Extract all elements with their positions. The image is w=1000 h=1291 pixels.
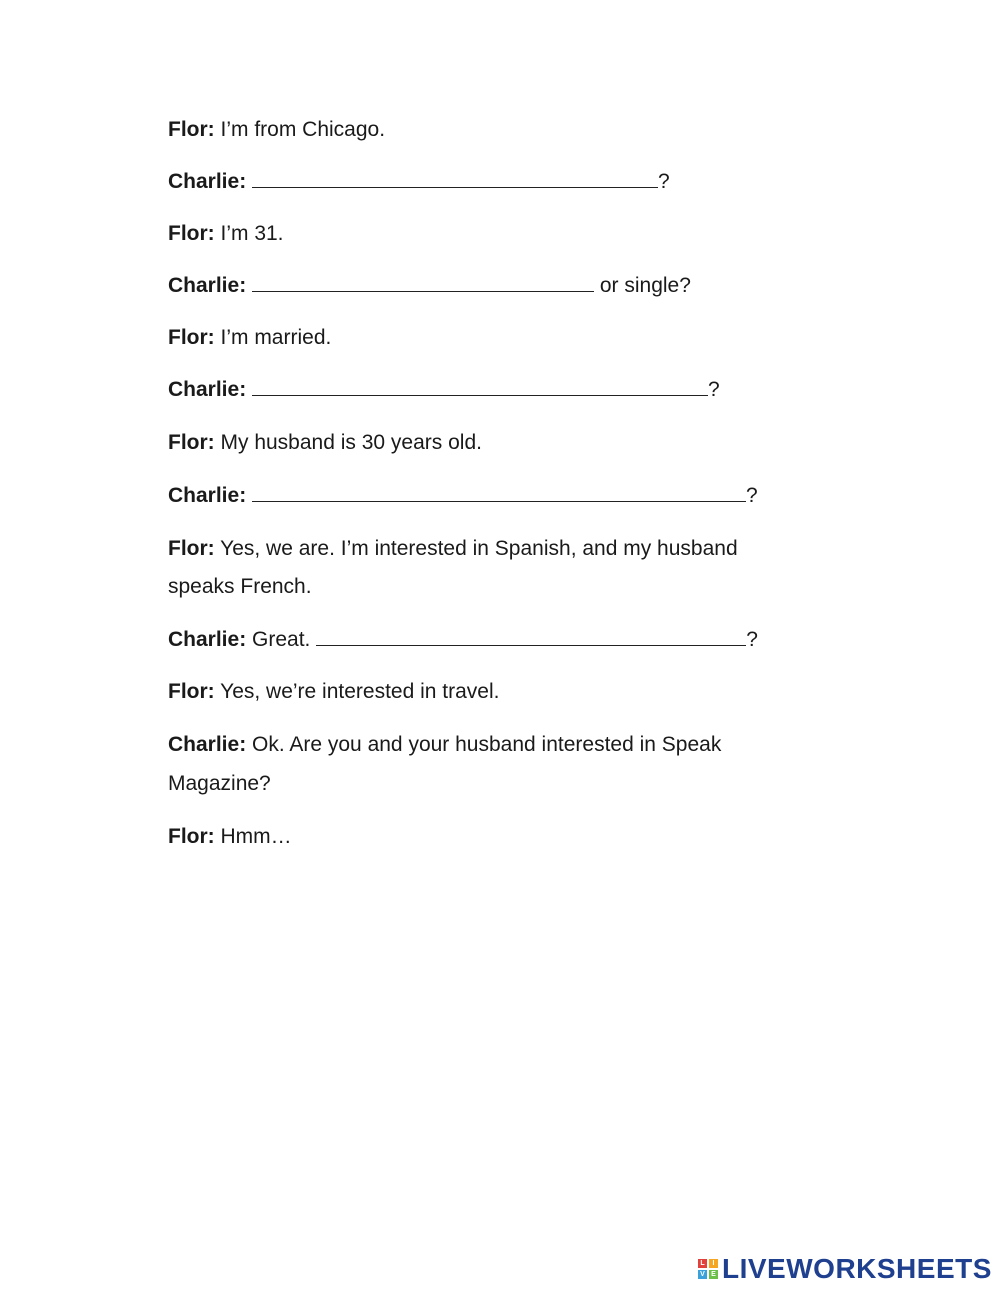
dialogue-line-11 — [168, 672, 848, 711]
dialogue-line-7 — [168, 423, 848, 462]
dialogue-line-10 — [168, 620, 848, 659]
answer-blank-5[interactable] — [316, 625, 746, 646]
dialogue-line-6 — [168, 370, 848, 409]
brand-name: LIVEWORKSHEETS — [722, 1253, 992, 1284]
answer-blank-3[interactable] — [252, 375, 708, 396]
blank-suffix: or single? — [594, 274, 691, 297]
answer-blank-2[interactable] — [252, 271, 594, 292]
line-text: I’m 31. — [214, 222, 284, 245]
blank-suffix: ? — [708, 378, 720, 401]
speaker-name: Flor: — [168, 222, 215, 245]
dialogue-line-12 — [168, 725, 848, 764]
speaker-name: Charlie: — [168, 484, 247, 507]
speaker-name: Flor: — [168, 326, 215, 349]
dialogue-line-2 — [168, 162, 848, 201]
liveworksheets-logo — [698, 1252, 992, 1286]
line-text: speaks French. — [168, 575, 312, 598]
line-text: Hmm… — [214, 825, 292, 848]
dialogue-line-9 — [168, 529, 848, 568]
speaker-name: Charlie: — [168, 274, 247, 297]
line-text: My husband is 30 years old. — [214, 431, 482, 454]
dialogue-line-3 — [168, 214, 848, 253]
speaker-name: Flor: — [168, 825, 215, 848]
line-text: I’m married. — [214, 326, 332, 349]
speaker-name: Flor: — [168, 118, 215, 141]
speaker-name: Charlie: — [168, 170, 247, 193]
blank-suffix: ? — [746, 484, 758, 507]
logo-block: E — [709, 1270, 718, 1279]
line-text: Magazine? — [168, 772, 271, 795]
dialogue-line-12-continued — [168, 764, 848, 803]
line-text: Yes, we’re interested in travel. — [214, 680, 500, 703]
dialogue-line-8 — [168, 476, 848, 515]
speaker-name: Flor: — [168, 680, 215, 703]
blank-suffix: ? — [746, 628, 758, 651]
dialogue-line-4 — [168, 266, 848, 305]
logo-block: I — [709, 1259, 718, 1268]
logo-block: L — [698, 1259, 707, 1268]
speaker-name: Charlie: — [168, 733, 247, 756]
blank-suffix: ? — [658, 170, 670, 193]
answer-blank-1[interactable] — [252, 167, 658, 188]
speaker-name: Charlie: — [168, 628, 247, 651]
line-text: Great. — [246, 628, 317, 651]
dialogue-line-13 — [168, 817, 848, 856]
speaker-name: Flor: — [168, 431, 215, 454]
answer-blank-4[interactable] — [252, 481, 746, 502]
line-text: I’m from Chicago. — [214, 118, 386, 141]
logo-block: V — [698, 1270, 707, 1279]
speaker-name: Charlie: — [168, 378, 247, 401]
dialogue-line-5 — [168, 318, 848, 357]
logo-blocks-icon — [698, 1259, 718, 1279]
line-text: Yes, we are. I’m interested in Spanish, and my husband — [214, 537, 738, 560]
line-text: Ok. Are you and your husband interested in Speak — [246, 733, 722, 756]
speaker-name: Flor: — [168, 537, 215, 560]
dialogue-line-1 — [168, 110, 848, 149]
dialogue-line-9-continued — [168, 567, 848, 606]
